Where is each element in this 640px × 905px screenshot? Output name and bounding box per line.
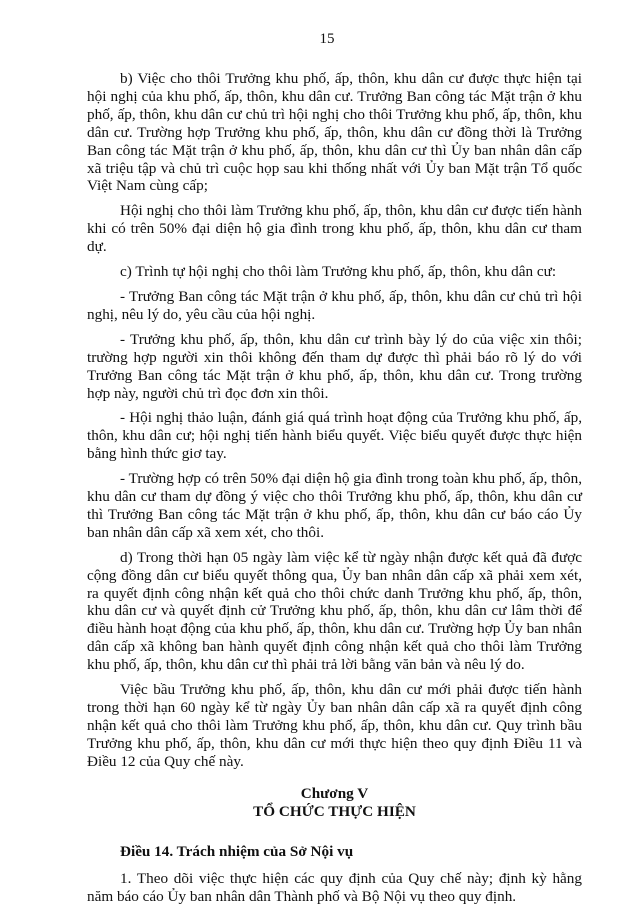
paragraph-new-election: Việc bầu Trưởng khu phố, ấp, thôn, khu dân cư mới phải được tiến hành trong thời hạn 60 ngày kể từ ngày Ủy ban nhân dân cấp xã ra quyết định công nhận kết quả cho thôi làm Trưởng khu phố, ấp, thôn, khu dân cư. Quy trình bầu Trưởng khu phố, ấp, thôn, khu dân cư mới thực hiện theo quy định Điều 11 và Điều 12 của Quy chế này. xyxy=(87,681,582,770)
page-number: 15 xyxy=(319,31,335,47)
paragraph-procedure-step-report: - Trường hợp có trên 50% đại diện hộ gia đình trong toàn khu phố, ấp, thôn, khu dân cư tham dự đồng ý việc cho thôi Trưởng khu phố, ấp, thôn, khu dân cư thì Trưởng Ban công tác Mặt trận ở khu phố, ấp, thôn, khu dân cư báo cáo Ủy ban nhân dân cấp xã xem xét, cho thôi. xyxy=(87,470,582,541)
chapter-heading xyxy=(87,785,582,821)
paragraph-c-procedure: c) Trình tự hội nghị cho thôi làm Trưởng khu phố, ấp, thôn, khu dân cư: xyxy=(120,263,557,281)
article-paragraph: 1. Theo dõi việc thực hiện các quy định của Quy chế này; định kỳ hằng năm báo cáo Ủy ban nhân dân Thành phố và Bộ Nội vụ theo quy định. xyxy=(87,869,582,905)
paragraph-procedure-step-chair: - Trưởng Ban công tác Mặt trận ở khu phố, ấp, thôn, khu dân cư chủ trì hội nghị, nêu lý do, yêu cầu của hội nghị. xyxy=(87,287,582,323)
paragraph-b-dismissal-meeting: b) Việc cho thôi Trưởng khu phố, ấp, thôn, khu dân cư được thực hiện tại hội nghị của khu phố, ấp, thôn, khu dân cư. Trưởng Ban công tác Mặt trận ở khu phố, ấp, thôn, khu dân cư chủ trì hội nghị cho thôi Trưởng khu phố, ấp, thôn, khu dân cư. Trường hợp Trưởng khu phố, ấp, thôn, khu dân cư đồng thời là Trưởng Ban công tác Mặt trận ở khu phố, ấp, thôn, khu dân cư thì Ủy ban nhân dân cấp xã triệu tập và chủ trì cuộc họp sau khi thống nhất với Ủy ban Mặt trận Tổ quốc Việt Nam cùng cấp; xyxy=(87,70,582,195)
paragraph-procedure-step-reason: - Trưởng khu phố, ấp, thôn, khu dân cư trình bày lý do của việc xin thôi; trường hợp người xin thôi không đến tham dự được thì phải báo rõ lý do với Trưởng Ban công tác Mặt trận ở khu phố, ấp, thôn, khu dân cư. Trong trường hợp này, người chủ trì đọc đơn xin thôi. xyxy=(87,330,582,402)
chapter-number: Chương V xyxy=(300,784,369,802)
paragraph-procedure-step-vote: - Hội nghị thảo luận, đánh giá quá trình hoạt động của Trưởng khu phố, ấp, thôn, khu dân cư; hội nghị tiến hành biểu quyết. Việc biểu quyết được thực hiện bằng hình thức giơ tay. xyxy=(87,409,582,463)
article-heading: Điều 14. Trách nhiệm của Sở Nội vụ xyxy=(120,842,354,860)
paragraph-meeting-quorum: Hội nghị cho thôi làm Trưởng khu phố, ấp, thôn, khu dân cư được tiến hành khi có trên 50% đại diện hộ gia đình trong khu phố, ấp, thôn, khu dân cư tham dự. xyxy=(87,202,582,256)
chapter-title: TỔ CHỨC THỰC HIỆN xyxy=(253,802,416,820)
paragraph-d-decision: d) Trong thời hạn 05 ngày làm việc kể từ ngày nhận được kết quả đã được cộng đồng dân cư biểu quyết thông qua, Ủy ban nhân dân cấp xã phải xem xét, ra quyết định công nhận kết quả cho thôi chức danh Trưởng khu phố, ấp, thôn, khu dân cư và quyết định cử Trưởng khu phố, ấp, thôn, khu dân cư lâm thời để điều hành hoạt động của khu phố, ấp, thôn, khu dân cư. Trường hợp Ủy ban nhân dân cấp xã không ban hành quyết định công nhận kết quả cho thôi làm Trưởng khu phố, ấp, thôn, khu dân cư thì phải trả lời bằng văn bản và nêu lý do. xyxy=(87,548,582,674)
